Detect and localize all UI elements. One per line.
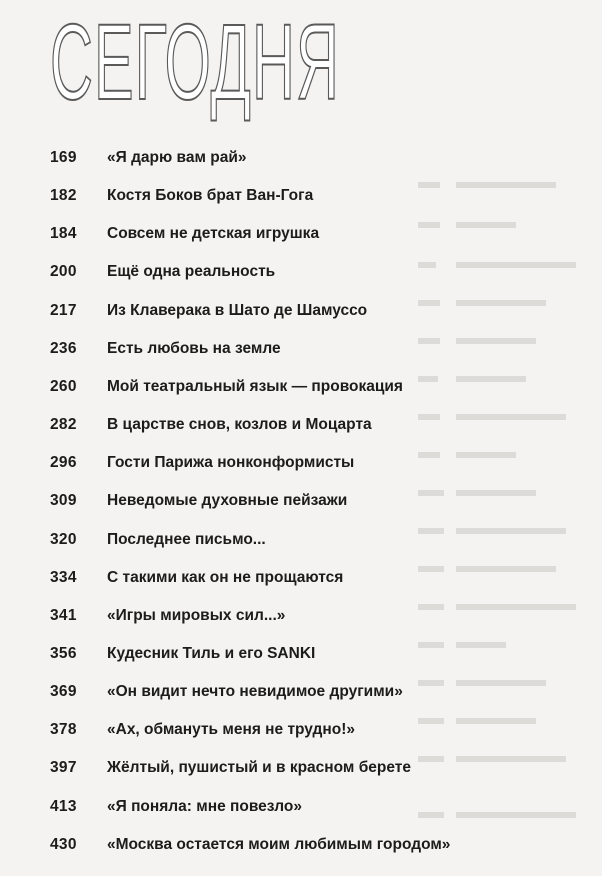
toc-entry	[0, 601, 602, 631]
toc-entry	[0, 639, 602, 669]
page-title: СЕГОДНЯ	[50, 1, 340, 122]
toc-entry-title: Костя Боков брат Ван-Гога	[107, 187, 314, 205]
toc-entry-title: Кудесник Тиль и его SANKI	[107, 644, 316, 662]
toc-entry	[0, 753, 602, 783]
toc-page-number: 169	[50, 149, 77, 166]
toc-page-number: 184	[50, 225, 77, 243]
toc-entry	[0, 410, 602, 440]
toc-page-number: 236	[50, 339, 77, 357]
toc-entry-title: «Ах, обмануть меня не трудно!»	[107, 721, 355, 739]
toc-entry-title: «Я дарю вам рай»	[107, 149, 247, 166]
toc-entry-title: В царстве снов, козлов и Моцарта	[107, 416, 372, 434]
toc-entry	[0, 181, 602, 211]
toc-entry-title: «Он видит нечто невидимое другими»	[107, 683, 403, 701]
toc-entry	[0, 563, 602, 593]
toc-entry-title: Гости Парижа нонконформисты	[107, 454, 355, 472]
toc-page-number: 217	[50, 301, 77, 319]
toc-page-number: 369	[50, 683, 77, 701]
toc-entry	[0, 830, 602, 860]
toc-page-number: 296	[50, 454, 77, 472]
toc-entry	[0, 677, 602, 707]
toc-page-number: 309	[50, 492, 77, 510]
toc-page-number: 182	[50, 187, 77, 205]
toc-page-number: 397	[50, 759, 77, 777]
toc-page-number: 334	[50, 568, 77, 586]
toc-entry-title: Ещё одна реальность	[107, 263, 276, 281]
toc-page-number: 378	[50, 721, 77, 739]
toc-page-number: 200	[50, 263, 77, 281]
toc-entry	[0, 792, 602, 822]
toc-entry-title: Последнее письмо...	[107, 530, 266, 548]
toc-entry-title: Неведомые духовные пейзажи	[107, 492, 348, 510]
toc-entry-title: «Игры мировых сил...»	[107, 606, 286, 624]
toc-entry	[0, 296, 602, 326]
toc-entry-title: Жёлтый, пушистый и в красном берете	[107, 759, 411, 777]
toc-page-number: 282	[50, 416, 77, 434]
toc-entry-title: Совсем не детская игрушка	[107, 225, 320, 243]
toc-entry	[0, 372, 602, 402]
toc-page-number: 260	[50, 377, 77, 395]
toc-entry	[0, 448, 602, 478]
toc-entry	[0, 257, 602, 287]
toc-page-number: 320	[50, 530, 77, 548]
toc-page-number: 430	[50, 835, 77, 853]
toc-entry	[0, 525, 602, 555]
toc-entry	[0, 715, 602, 745]
toc-entry	[0, 219, 602, 249]
toc-page-number: 356	[50, 644, 77, 662]
toc-page-number: 413	[50, 797, 77, 815]
toc-entry-title: Мой театральный язык — провокация	[107, 377, 403, 395]
toc-entry	[0, 143, 602, 173]
toc-entry-title: С такими как он не прощаются	[107, 568, 344, 586]
toc-entry-title: Есть любовь на земле	[107, 339, 281, 357]
toc-entry-title: Из Клаверака в Шато де Шамуссо	[107, 301, 368, 319]
toc-entry-title: «Я поняла: мне повезло»	[107, 797, 302, 815]
toc-entry	[0, 334, 602, 364]
toc-entry-title: «Москва остается моим любимым городом»	[107, 835, 451, 853]
toc-entry	[0, 486, 602, 516]
toc-page-number: 341	[50, 606, 77, 624]
